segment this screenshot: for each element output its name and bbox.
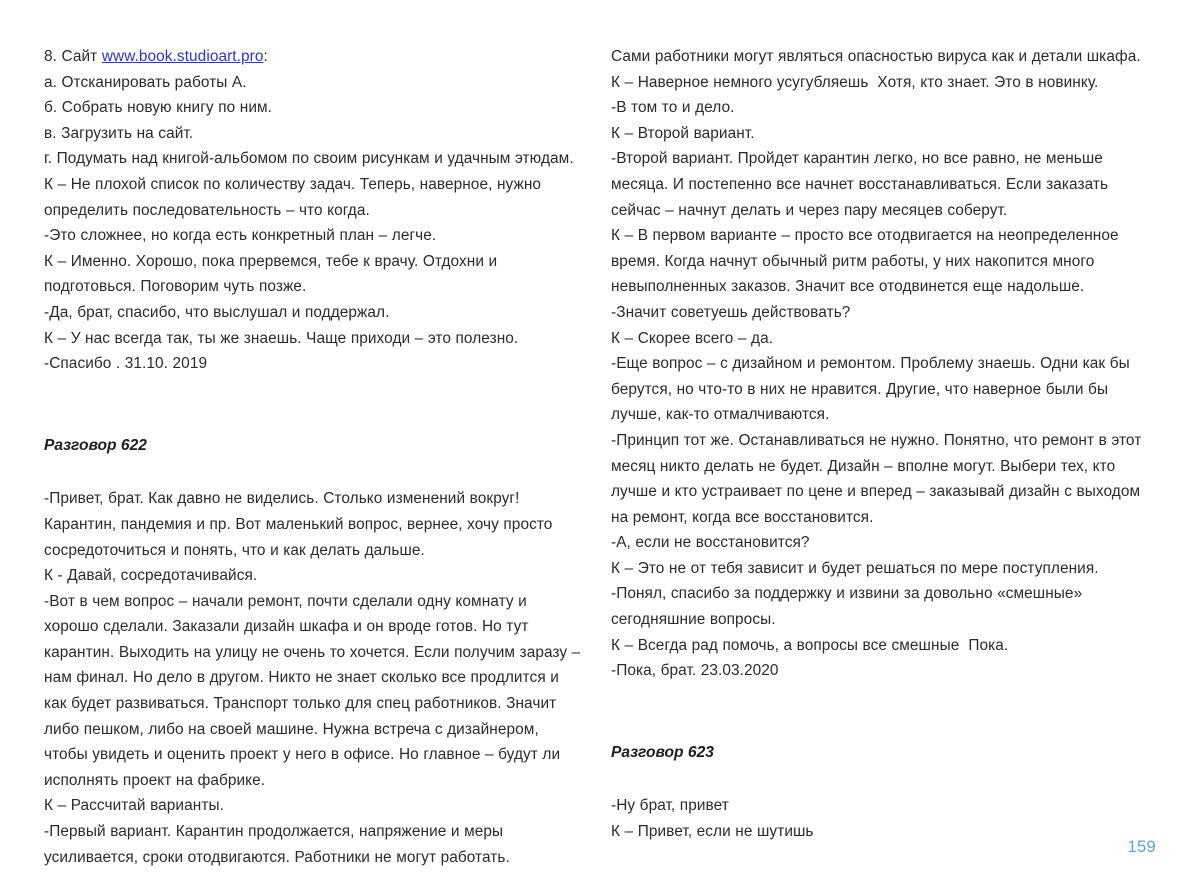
right-paragraph: -Ну брат, привет — [611, 797, 729, 815]
right-paragraph: К – Наверное немного усугубляешь Хотя, кто знает. Это в новинку. — [611, 73, 1099, 91]
left-paragraph: -Это сложнее, но когда есть конкретный план – легче. — [44, 227, 437, 245]
left-paragraph: К – Рассчитай варианты. — [44, 797, 224, 815]
right-text-column — [611, 44, 1156, 845]
right-paragraph: -А, если не восстановится? — [611, 534, 810, 552]
right-paragraph: -Второй вариант. Пройдет карантин легко, но все равно, не меньше месяца. И постепенно все начнет восстанавливаться. Если заказать сейчас – начнут делать и через пару месяцев соберут. — [611, 150, 1113, 219]
left-paragraph: К - Давай, сосредотачивайся. — [44, 567, 258, 585]
left-paragraph: б. Собрать новую книгу по ним. — [44, 99, 273, 117]
right-paragraph: К – Второй вариант. — [611, 124, 755, 142]
right-paragraph: -В том то и дело. — [611, 99, 735, 117]
left-paragraph: -Да, брат, спасибо, что выслушал и поддержал. — [44, 303, 390, 321]
left-paragraph: в. Загрузить на сайт. — [44, 124, 194, 142]
left-paragraph: К – Именно. Хорошо, пока прервемся, тебе к врачу. Отдохни и подготовься. Поговорим чуть позже. — [44, 252, 502, 296]
left-paragraph: -Спасибо . 31.10. 2019 — [44, 355, 208, 373]
spacer — [611, 765, 1156, 793]
left-paragraph — [44, 44, 584, 70]
right-paragraph: Сами работники могут являться опасностью вируса как и детали шкафа. — [611, 48, 1141, 65]
left-paragraph: К – У нас всегда так, ты же знаешь. Чаще приходи – это полезно. — [44, 329, 519, 347]
right-paragraph: -Понял, спасибо за поддержку и извини за довольно «смешные» сегодняшние вопросы. — [611, 585, 1087, 629]
left-paragraph: -Вот в чем вопрос – начали ремонт, почти сделали одну комнату и хорошо сделали. Заказали дизайн шкафа и он вроде готов. Но тут карантин. Выходить на улицу не очень то хочется. Если получим заразу – нам финал. Но дело в другом. Никто не знает сколько все продлится и как будет развиваться. Транспорт только для спец работников. Значит либо пешком, либо на своей машине. Нужна встреча с дизайнером, чтобы увидеть и оценить проект у него в офисе. Но главное – будут ли исполнять проект на фабрике. — [44, 592, 585, 789]
left-paragraph: К – Не плохой список по количеству задач. Теперь, наверное, нужно определить последовательность – что когда. — [44, 175, 546, 219]
right-paragraph: -Еще вопрос – с дизайном и ремонтом. Проблему знаешь. Одни как бы берутся, но что-то в них не нравится. Другие, что наверное были бы лучше, как-то отмалчиваются. — [611, 355, 1135, 424]
left-paragraph: -Привет, брат. Как давно не виделись. Столько изменений вокруг! Карантин, пандемия и пр. Вот маленький вопрос, вернее, хочу просто сосредоточиться и понять, что и как делать дальше. — [44, 490, 557, 559]
list-item-prefix: 8. Сайт — [44, 48, 102, 65]
spacer — [611, 684, 1156, 740]
right-paragraph: -Пока, брат. 23.03.2020 — [611, 662, 779, 680]
right-paragraph: К – Всегда рад помочь, а вопросы все смешные Пока. — [611, 636, 1009, 654]
website-link[interactable]: www.book.studioart.pro — [101, 48, 264, 65]
right-paragraph: К – Скорее всего – да. — [611, 329, 774, 347]
page-number: 159 — [1127, 838, 1156, 856]
list-item-suffix: : — [263, 48, 268, 65]
right-paragraph: К – В первом варианте – просто все отодвигается на неопределенное время. Когда начнут обычный ритм работы, у них накопится много невыполненных заказов. Значит все отодвинется еще надольше. — [611, 227, 1124, 296]
left-section-heading: Разговор 622 — [44, 436, 147, 454]
right-paragraph: -Принцип тот же. Останавливаться не нужно. Понятно, что ремонт в этот месяц никто делать не будет. Дизайн – вполне могут. Выбери тех, кто лучше и кто устраивает по цене и вперед – заказывай дизайн с выходом на ремонт, когда все восстановится. — [611, 431, 1146, 526]
left-paragraph: г. Подумать над книгой-альбомом по своим рисункам и удачным этюдам. — [44, 150, 574, 168]
spacer — [44, 377, 584, 433]
right-paragraph: -Значит советуешь действовать? — [611, 303, 851, 321]
right-paragraph: К – Привет, если не шутишь — [611, 823, 814, 841]
right-section-heading: Разговор 623 — [611, 743, 714, 761]
right-paragraph: К – Это не от тебя зависит и будет решаться по мере поступления. — [611, 559, 1099, 577]
left-paragraph: -Первый вариант. Карантин продолжается, напряжение и меры усиливается, сроки отодвигаются. Работники не могут работать. — [44, 823, 510, 866]
spacer — [44, 458, 584, 486]
left-text-column — [44, 44, 584, 870]
left-paragraph: а. Отсканировать работы А. — [44, 73, 247, 91]
